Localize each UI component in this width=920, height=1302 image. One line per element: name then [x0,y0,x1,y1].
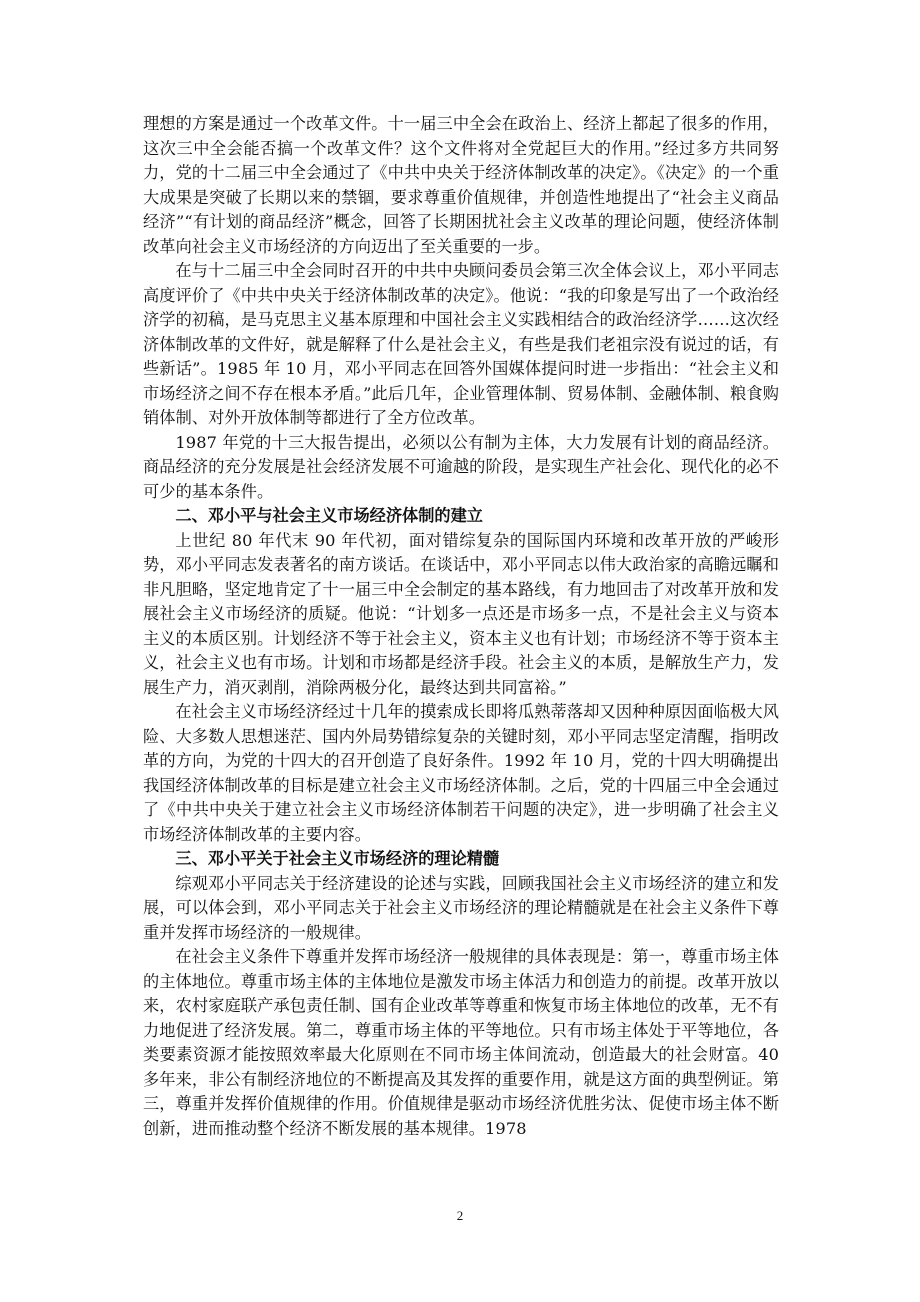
page-number: 2 [456,1208,464,1223]
paragraph-4: 上世纪 80 年代末 90 年代初，面对错综复杂的国际国内环境和改革开放的严峻形势，邓小平同志发表著名的南方谈话。在谈话中，邓小平同志以伟大政治家的高瞻远瞩和非凡胆略，坚定地肯定了十一届三中全会制定的基本路线，有力地回击了对改革开放和发展社会主义市场经济的质疑。他说：“计划多一点还是市场多一点，不是社会主义与资本主义的本质区别。计划经济不等于社会主义，资本主义也有计划；市场经济不等于资本主义，社会主义也有市场。计划和市场都是经济手段。社会主义的本质，是解放生产力，发展生产力，消灭剥削，消除两极分化，最终达到共同富裕。” [143,530,779,697]
paragraph-1: 理想的方案是通过一个改革文件。十一届三中全会在政治上、经济上都起了很多的作用，这次三中全会能否搞一个改革文件？这个文件将对全党起巨大的作用。”经过多方共同努力，党的十二届三中全会通过了《中共中央关于经济体制改革的决定》。《决定》的一个重大成果是突破了长期以来的禁锢，要求尊重价值规律，并创造性地提出了“社会主义商品经济”“有计划的商品经济”概念，回答了长期困扰社会主义改革的理论问题，使经济体制改革向社会主义市场经济的方向迈出了至关重要的一步。 [143,114,779,256]
document-body [143,112,779,1141]
section-heading-3: 三、邓小平关于社会主义市场经济的理论精髓 [175,849,500,868]
paragraph-6: 综观邓小平同志关于经济建设的论述与实践，回顾我国社会主义市场经济的建立和发展，可以体会到，邓小平同志关于社会主义市场经济的理论精髓就是在社会主义条件下尊重并发挥市场经济的一般规律。 [143,873,779,942]
paragraph-5: 在社会主义市场经济经过十几年的摸索成长即将瓜熟蒂落却又因种种原因面临极大风险、大多数人思想迷茫、国内外局势错综复杂的关键时刻，邓小平同志坚定清醒，指明改革的方向，为党的十四大的召开创造了良好条件。1992 年 10 月，党的十四大明确提出我国经济体制改革的目标是建立社会主义市场经济体制。之后，党的十四届三中全会通过了《中共中央关于建立社会主义市场经济体制若干问题的决定》，进一步明确了社会主义市场经济体制改革的主要内容。 [143,702,779,844]
section-heading-2: 二、邓小平与社会主义市场经济体制的建立 [175,506,483,525]
paragraph-7: 在社会主义条件下尊重并发挥市场经济一般规律的具体表现是：第一，尊重市场主体的主体地位。尊重市场主体的主体地位是激发市场主体活力和创造力的前提。改革开放以来，农村家庭联产承包责任制、国有企业改革等尊重和恢复市场主体地位的改革，无不有力地促进了经济发展。第二，尊重市场主体的平等地位。只有市场主体处于平等地位，各类要素资源才能按照效率最大化原则在不同市场主体间流动，创造最大的社会财富。40 多年来，非公有制经济地位的不断提高及其发挥的重要作用，就是这方面的典型例证。第三，尊重并发挥价值规律的作用。价值规律是驱动市场经济优胜劣汰、促使市场主体不断创新，进而推动整个经济不断发展的基本规律。1978 [143,947,779,1138]
paragraph-2: 在与十二届三中全会同时召开的中共中央顾问委员会第三次全体会议上，邓小平同志高度评价了《中共中央关于经济体制改革的决定》。他说：“我的印象是写出了一个政治经济学的初稿，是马克思主义基本原理和中国社会主义实践相结合的政治经济学……这次经济体制改革的文件好，就是解释了什么是社会主义，有些是我们老祖宗没有说过的话，有些新话”。1985 年 10 月，邓小平同志在回答外国媒体提问时进一步指出：“社会主义和市场经济之间不存在根本矛盾。”此后几年，企业管理体制、贸易体制、金融体制、粮食购销体制、对外开放体制等都进行了全方位改革。 [143,261,779,427]
paragraph-3: 1987 年党的十三大报告提出，必须以公有制为主体，大力发展有计划的商品经济。商品经济的充分发展是社会经济发展不可逾越的阶段，是实现生产社会化、现代化的必不可少的基本条件。 [143,432,779,501]
